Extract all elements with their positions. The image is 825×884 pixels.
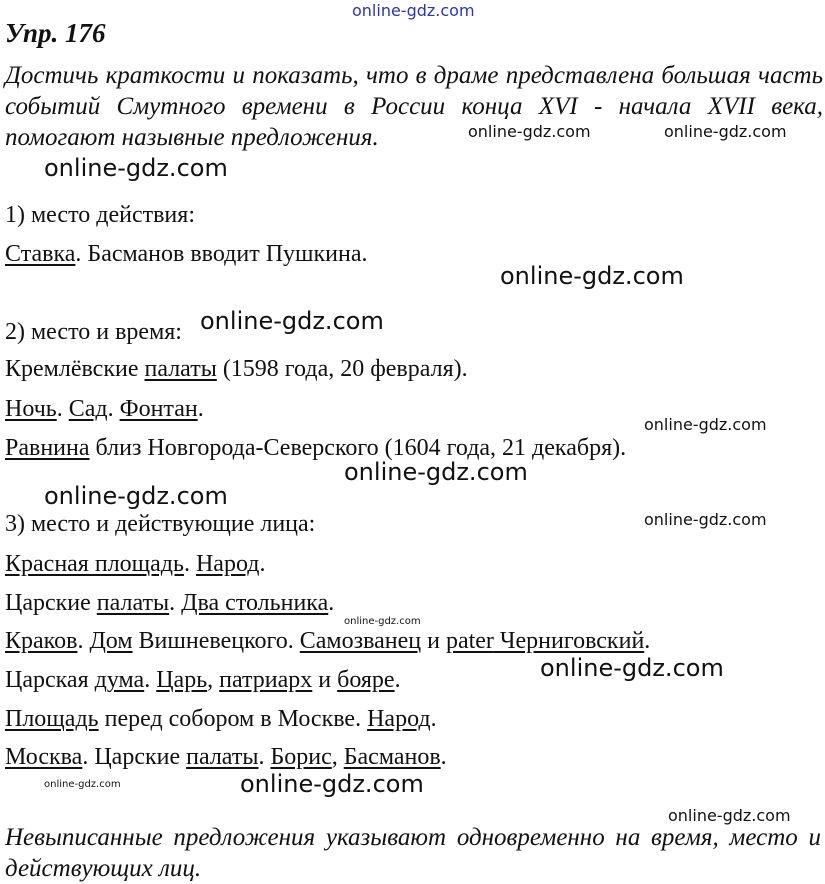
- plain-text: .: [394, 667, 401, 693]
- underlined-word: Фонтан: [119, 396, 198, 422]
- plain-text: .: [56, 396, 69, 422]
- underlined-word: палаты: [96, 590, 170, 616]
- watermark: online-gdz.com: [644, 415, 767, 434]
- underlined-word: Дом: [89, 628, 133, 654]
- watermark: online-gdz.com: [44, 482, 228, 510]
- plain-text: и: [421, 628, 446, 654]
- watermark: online-gdz.com: [200, 307, 384, 335]
- underlined-word: Басманов: [343, 744, 441, 770]
- plain-text: .: [144, 667, 157, 693]
- watermark: online-gdz.com: [668, 806, 791, 825]
- plain-text: .: [107, 396, 120, 422]
- plain-text: (1598 года, 20 февраля).: [216, 356, 468, 382]
- watermark: online-gdz.com: [644, 510, 767, 529]
- plain-text: . Царские: [82, 744, 187, 770]
- plain-text: Царские: [5, 590, 97, 616]
- plain-text: .: [183, 551, 196, 577]
- underlined-word: Сад: [68, 396, 108, 422]
- underlined-word: Москва: [5, 744, 83, 770]
- underlined-word: дума: [94, 667, 145, 693]
- watermark: online-gdz.com: [240, 770, 424, 798]
- watermark: online-gdz.com: [664, 122, 787, 141]
- watermark: online-gdz.com: [500, 262, 684, 290]
- plain-text: и: [312, 667, 338, 693]
- sentence-line: [5, 707, 437, 731]
- underlined-word: Народ: [367, 706, 431, 732]
- plain-text: .: [328, 590, 335, 616]
- underlined-word: Ночь: [5, 396, 57, 422]
- watermark: online-gdz.com: [468, 122, 591, 141]
- plain-text: Кремлёвские: [5, 356, 145, 382]
- watermark: online-gdz.com: [344, 616, 421, 627]
- underlined-word: Ставка: [5, 241, 76, 267]
- watermark: online-gdz.com: [44, 779, 121, 790]
- underlined-word: Черниговский: [493, 628, 645, 654]
- underlined-word: Площадь: [5, 706, 99, 732]
- underlined-word: Самозванец: [299, 628, 422, 654]
- plain-text: Вишневецкого.: [132, 628, 300, 654]
- underlined-word: бояре: [337, 667, 395, 693]
- sentence-line: [5, 629, 650, 653]
- underlined-word: Краков: [5, 628, 78, 654]
- sentence-line: [5, 436, 626, 460]
- exercise-conclusion: Невыписанные предложения указывают одновременно на время, место и действующих лиц.: [5, 824, 821, 882]
- sentence-line: [5, 357, 468, 381]
- exercise-title: Упр. 176: [5, 18, 106, 48]
- plain-text: . Басманов вводит Пушкина.: [75, 241, 368, 267]
- underlined-word: Равнина: [5, 435, 90, 461]
- exercise-intro: Достичь краткости и показать, что в драме представлена большая часть событий Смутного времени в России конца XVI - начала XVII века, помогают назывные предложения.: [5, 62, 823, 151]
- sentence-line: [5, 242, 368, 266]
- section-heading: 1) место действия:: [5, 202, 195, 228]
- plain-text: .: [644, 628, 651, 654]
- plain-text: .: [169, 590, 182, 616]
- watermark-top: online-gdz.com: [352, 1, 475, 20]
- plain-text: .: [77, 628, 90, 654]
- sentence-line: [5, 668, 401, 692]
- sentence-line: [5, 552, 265, 576]
- section-heading: 2) место и время:: [5, 319, 182, 345]
- underlined-word: Народ: [195, 551, 260, 577]
- plain-text: Царская: [5, 667, 95, 693]
- underlined-word: Борис: [270, 744, 332, 770]
- sentence-line: [5, 397, 204, 421]
- section-heading: 3) место и действующие лица:: [5, 511, 316, 537]
- watermark: online-gdz.com: [344, 458, 528, 486]
- plain-text: .: [430, 706, 437, 732]
- sentence-line: [5, 745, 447, 769]
- underlined-word: палаты: [144, 356, 217, 382]
- plain-text: .: [440, 744, 447, 770]
- underlined-word: Два стольника: [181, 590, 329, 616]
- plain-text: близ Новгорода-Северского (1604 года, 21 декабря).: [89, 435, 627, 461]
- watermark: online-gdz.com: [540, 654, 724, 682]
- plain-text: ,: [207, 667, 220, 693]
- plain-text: ,: [331, 744, 344, 770]
- plain-text: .: [259, 551, 266, 577]
- underlined-word: патриарх: [219, 667, 313, 693]
- watermark: online-gdz.com: [44, 154, 228, 182]
- underlined-word: Царь: [156, 667, 208, 693]
- underlined-word: палаты: [186, 744, 259, 770]
- plain-text: .: [197, 396, 204, 422]
- plain-text: .: [258, 744, 271, 770]
- sentence-line: [5, 591, 334, 615]
- plain-text: перед собором в Москве.: [98, 706, 368, 732]
- underlined-word: pater: [445, 628, 494, 654]
- underlined-word: Красная площадь: [5, 551, 184, 577]
